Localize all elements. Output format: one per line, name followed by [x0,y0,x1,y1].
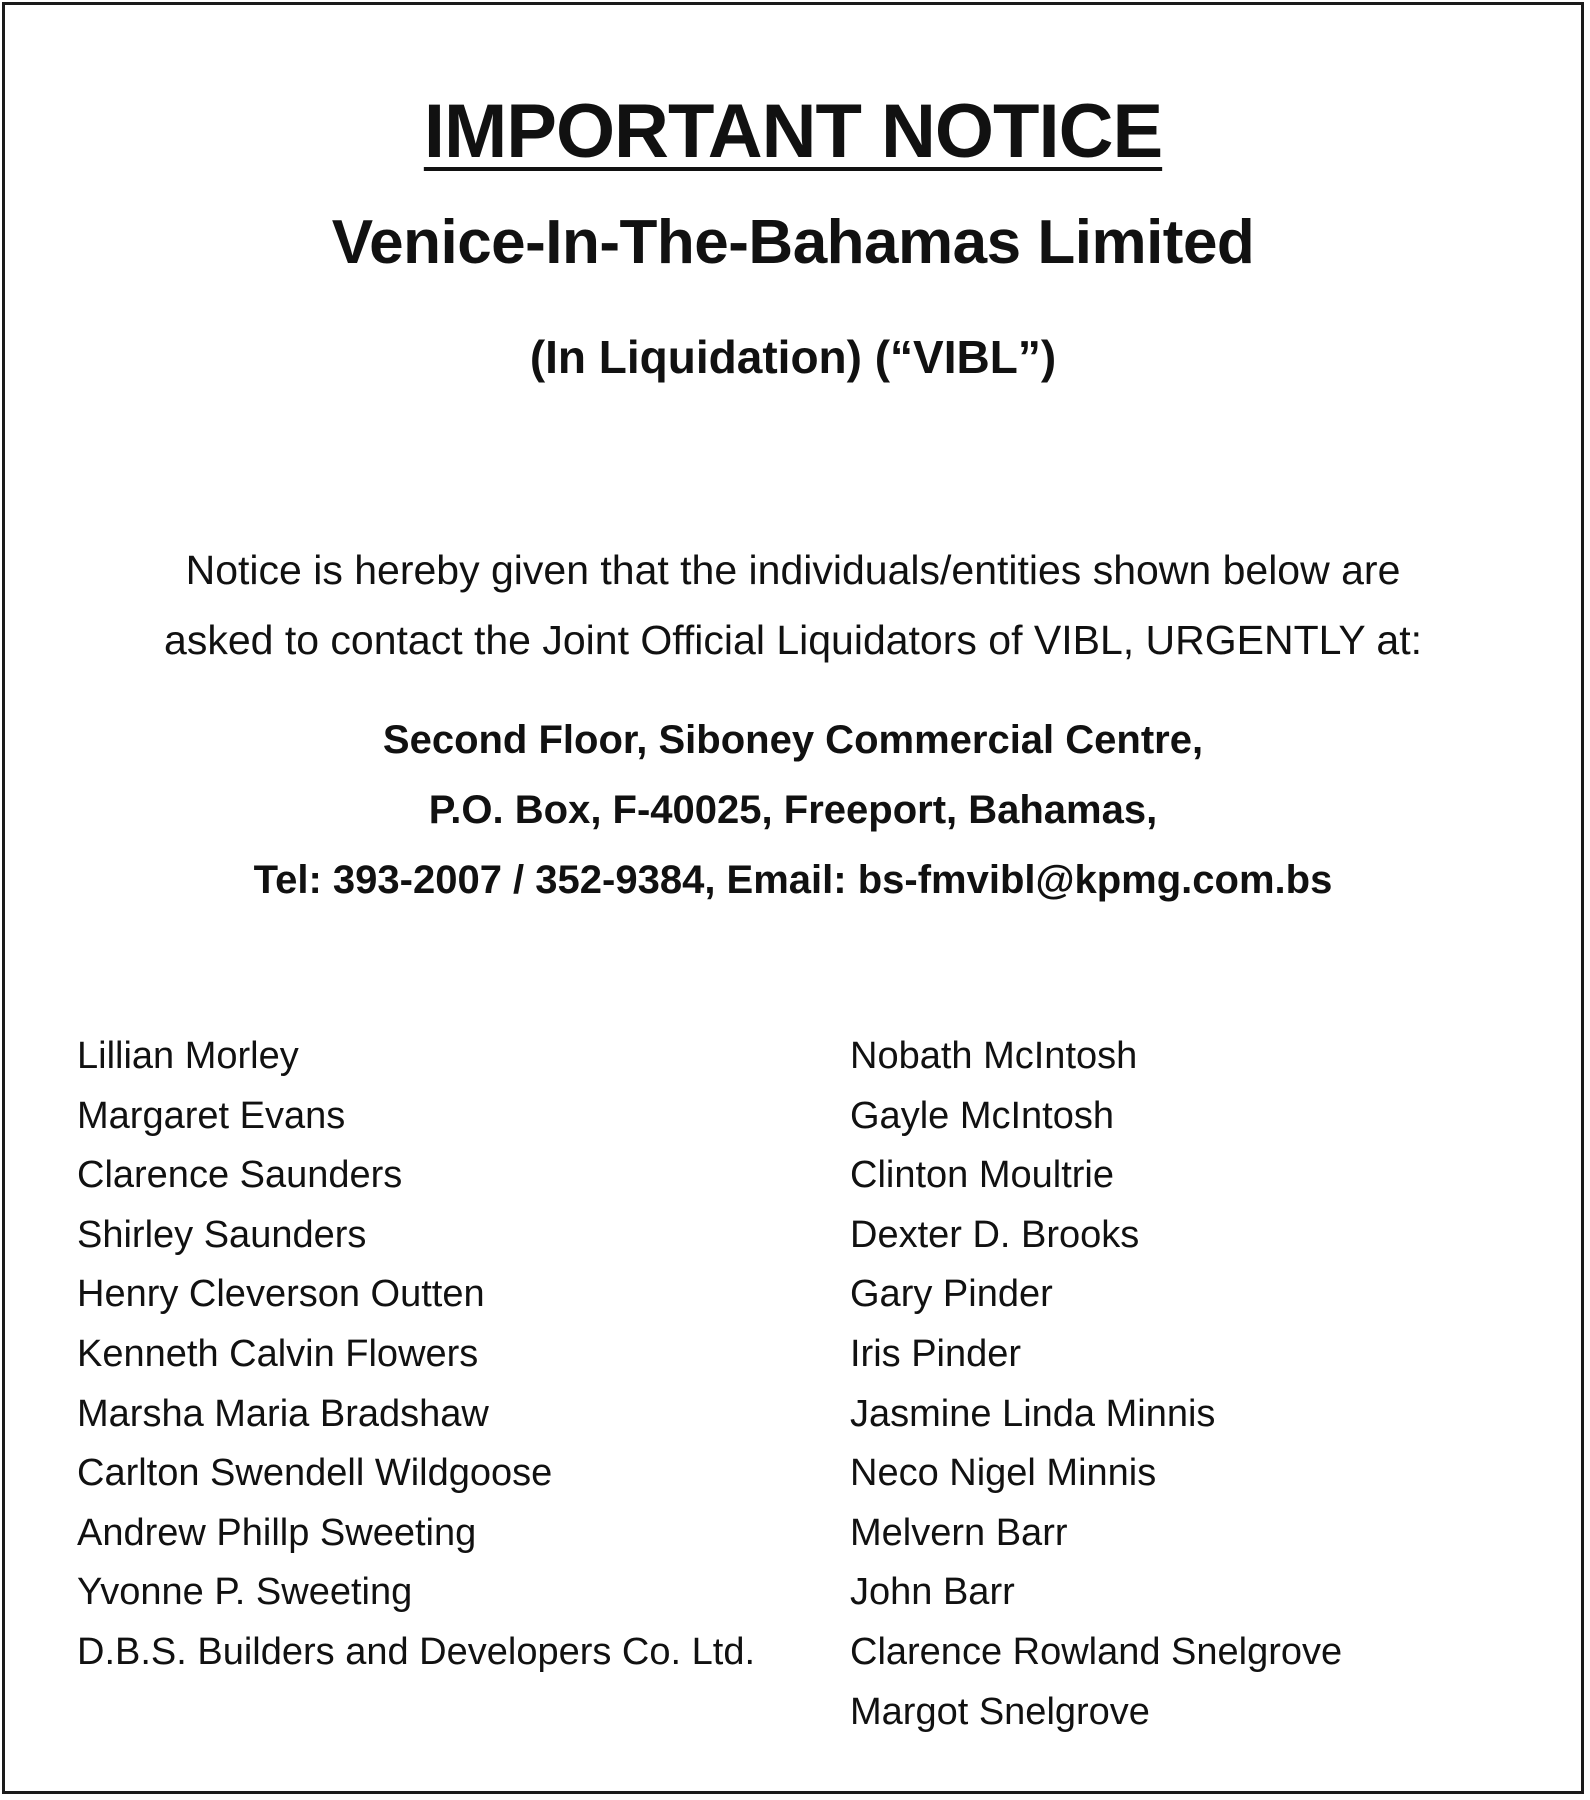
list-item: Dexter D. Brooks [850,1213,1140,1256]
contact-address [5,705,1581,915]
list-item: Margaret Evans [77,1094,346,1137]
list-item: Clarence Rowland Snelgrove [850,1630,1343,1673]
list-item: Jasmine Linda Minnis [850,1392,1216,1435]
list-item: Neco Nigel Minnis [850,1452,1157,1495]
notice-line-2: asked to contact the Joint Official Liquidators of VIBL, URGENTLY at: [164,617,1422,663]
address-line-2: P.O. Box, F-40025, Freeport, Bahamas, [428,788,1158,832]
list-item: Yvonne P. Sweeting [77,1571,413,1614]
list-item: Clinton Moultrie [850,1154,1114,1197]
list-item: Clarence Saunders [77,1154,403,1197]
page-title-text: IMPORTANT NOTICE [423,89,1163,174]
list-item: Gayle McIntosh [850,1094,1114,1137]
list-item: D.B.S. Builders and Developers Co. Ltd. [77,1630,756,1673]
list-item: Andrew Phillp Sweeting [77,1511,477,1554]
names-list-left [77,1027,755,1683]
list-item: Marsha Maria Bradshaw [77,1392,489,1435]
notice-frame [2,2,1584,1794]
address-line-1: Second Floor, Siboney Commercial Centre, [382,718,1204,762]
notice-line-1: Notice is hereby given that the individuals/entities shown below are [185,547,1401,593]
list-item: Gary Pinder [850,1273,1053,1316]
list-item: Carlton Swendell Wildgoose [77,1452,553,1495]
names-list-right [850,1027,1342,1742]
list-item: Melvern Barr [850,1511,1068,1554]
list-item: Nobath McIntosh [850,1035,1138,1077]
notice-paragraph [5,535,1581,675]
company-status: (In Liquidation) (“VIBL”) [529,331,1057,383]
page-title [5,87,1581,177]
list-item: John Barr [850,1571,1015,1614]
list-item: Shirley Saunders [77,1213,367,1256]
list-item: Kenneth Calvin Flowers [77,1332,479,1375]
address-line-3: Tel: 393-2007 / 352-9384, Email: bs-fmvibl@kpmg.com.bs [253,858,1333,902]
list-item: Margot Snelgrove [850,1690,1150,1733]
list-item: Henry Cleverson Outten [77,1273,485,1316]
company-name: Venice-In-The-Bahamas Limited [331,208,1255,277]
list-item: Iris Pinder [850,1332,1022,1375]
list-item: Lillian Morley [77,1035,299,1077]
